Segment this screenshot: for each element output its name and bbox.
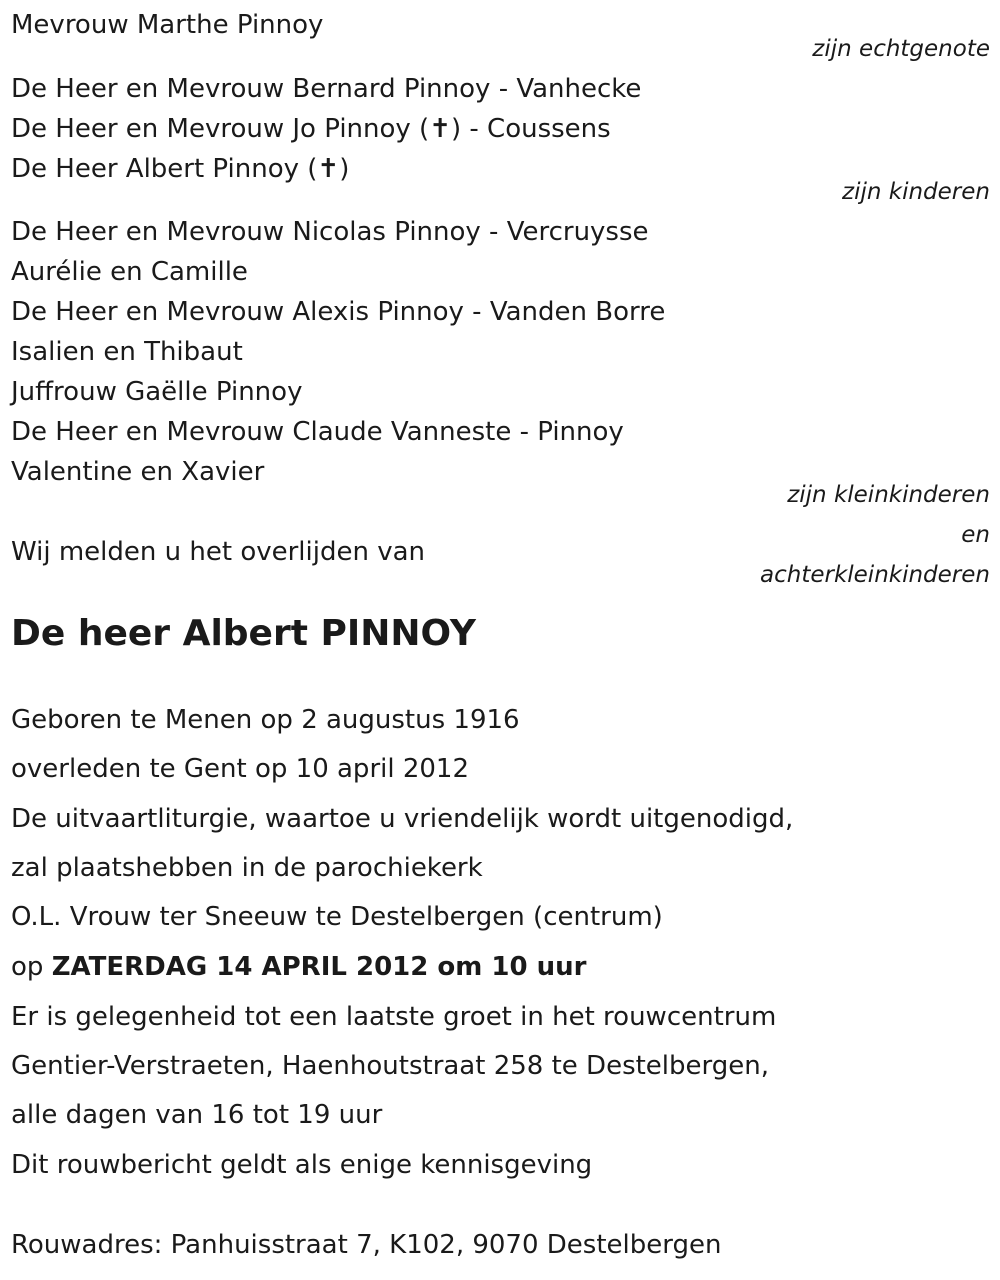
grandchildren-role: zijn kleinkinderen (787, 482, 990, 508)
visit-line: Er is gelegenheid tot een laatste groet in het rouwcentrum (11, 1002, 777, 1032)
death-line: overleden te Gent op 10 april 2012 (11, 754, 470, 784)
children-role: zijn kinderen (842, 179, 990, 205)
date-prefix: op (11, 952, 44, 982)
visit-hours-line: alle dagen van 16 tot 19 uur (11, 1100, 383, 1130)
mourning-address: Rouwadres: Panhuisstraat 7, K102, 9070 Destelbergen (11, 1230, 722, 1260)
liturgy-line: De uitvaartliturgie, waartoe u vriendelijk wordt uitgenodigd, (11, 804, 794, 834)
liturgy-line: zal plaatshebben in de parochiekerk (11, 853, 483, 883)
grandchild-line: De Heer en Mevrouw Claude Vanneste - Pinnoy (11, 417, 624, 447)
announcement-intro: Wij melden u het overlijden van (11, 537, 426, 567)
grandchildren-role-and: en (961, 522, 990, 548)
ceremony-date: ZATERDAG 14 APRIL 2012 om 10 uur (51, 952, 587, 982)
spouse-role: zijn echtgenote (812, 36, 990, 62)
child-line: De Heer Albert Pinnoy (✝) (11, 154, 350, 184)
birth-line: Geboren te Menen op 2 augustus 1916 (11, 705, 520, 735)
child-line: De Heer en Mevrouw Bernard Pinnoy - Vanhecke (11, 74, 642, 104)
grandchild-line: Isalien en Thibaut (11, 337, 243, 367)
ceremony-date-line (11, 951, 586, 983)
grandchild-line: De Heer en Mevrouw Nicolas Pinnoy - Vercruysse (11, 217, 649, 247)
notice-line: Dit rouwbericht geldt als enige kennisgeving (11, 1150, 593, 1180)
greatgrandchildren-role: achterkleinkinderen (760, 562, 990, 588)
grandchild-line: Juffrouw Gaëlle Pinnoy (11, 377, 303, 407)
visit-line: Gentier-Verstraeten, Haenhoutstraat 258 te Destelbergen, (11, 1051, 769, 1081)
grandchild-line: Aurélie en Camille (11, 257, 248, 287)
grandchild-line: De Heer en Mevrouw Alexis Pinnoy - Vanden Borre (11, 297, 666, 327)
child-line: De Heer en Mevrouw Jo Pinnoy (✝) - Coussens (11, 114, 611, 144)
grandchild-line: Valentine en Xavier (11, 457, 265, 487)
deceased-name: De heer Albert PINNOY (11, 613, 476, 654)
church-line: O.L. Vrouw ter Sneeuw te Destelbergen (centrum) (11, 902, 663, 932)
spouse-name: Mevrouw Marthe Pinnoy (11, 10, 324, 40)
